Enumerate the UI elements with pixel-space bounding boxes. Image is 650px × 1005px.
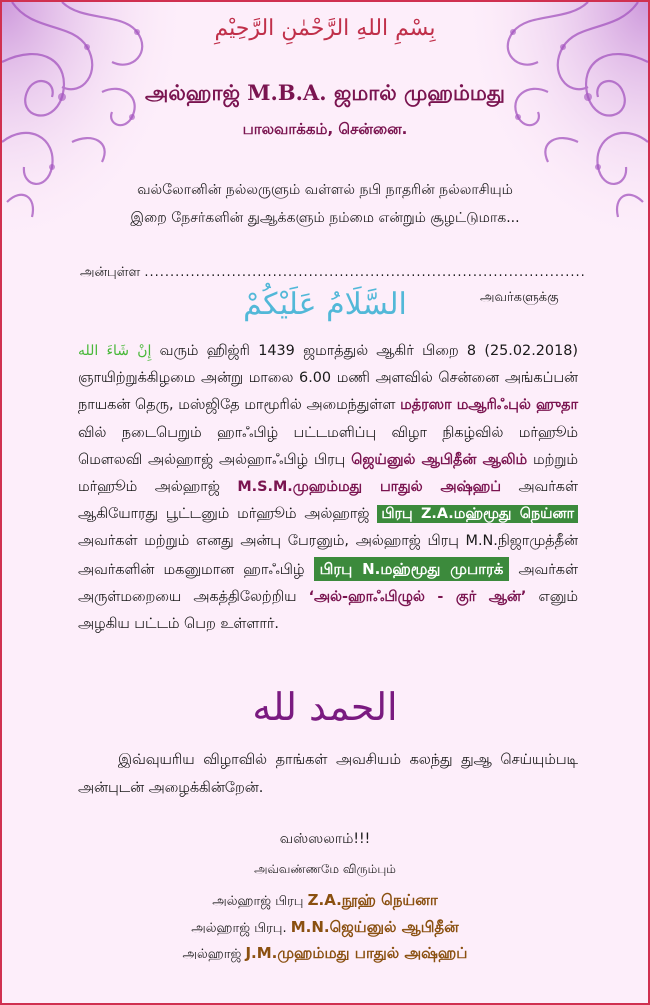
body-text-4: அவர்கள் ஆகியோரது பூட்டனும் மர்ஹூம் அல்ஹாஜ் [78, 479, 578, 523]
sender-2 [2, 918, 648, 938]
sender-intro: அவ்வண்ணமே விரும்பும் [254, 862, 396, 876]
ashraf-name: M.S.M.முஹம்மது பாதுல் அஷ்ஹப் [237, 479, 501, 496]
alim-name: ஜெய்னுல் ஆபிதீன் ஆலிம் [351, 451, 528, 468]
body-text-2: வில் நடைபெறும் ஹாஃபிழ் பட்டமளிப்பு விழா நிகழ்வில் மர்ஹூம் மௌலவி அல்ஹாஜ் அல்ஹாஃபிழ் பிரபு [78, 424, 578, 468]
inshaallah-calligraphy: إِنْ شَاءَ الله [78, 343, 152, 359]
invite-sentence: இவ்வுயரிய விழாவில் தாங்கள் அவசியம் கலந்து துஆ செய்யும்படி அன்புடன் அழைக்கின்றேன். [78, 752, 578, 796]
madrasa-name: மத்ரஸா மஆரிஃபுல் ஹுதா [400, 397, 579, 414]
sender-1-name: Z.A.நூஹ் நெய்னா [307, 891, 438, 909]
graduate-name-highlight: பிரபு N.மஹ்மூது முபாரக் [314, 557, 510, 581]
sender-2-prefix: அல்ஹாஜ் பிரபு. [191, 921, 291, 936]
sender-3-name: J.M.முஹம்மது பாதுல் அஷ்ஹப் [245, 944, 468, 962]
alhamdulillah-calligraphy: الحمد لله [252, 685, 398, 729]
salam-calligraphy: السَّلَامُ عَلَيْكُمْ [243, 287, 407, 322]
invitation-body [78, 338, 578, 638]
addressee-line [80, 265, 586, 281]
addressee-label: அன்புள்ள [80, 265, 141, 280]
body-text-1: வரும் ஹிஜ்ரி 1439 ஜமாத்துல் ஆகிர் பிறை 8 (25.02.2018) ஞாயிற்றுக்கிழமை அன்று மாலை 6.00 மணி அளவில் சென்னை அங்கப்பன் நாயகன் தெரு, மஸ்ஜிதே மாமூரில் அமைந்துள்ள [78, 343, 579, 414]
sender-2-name: M.N.ஜெய்னுல் ஆபிதீன் [290, 918, 459, 936]
body-text-3: மற்றும் மர்ஹூம் அல்ஹாஜ் [78, 451, 578, 496]
sender-3-prefix: அல்ஹாஜ் [182, 947, 246, 962]
sender-1 [2, 891, 648, 911]
bismillah-calligraphy: بِسْمِ اللهِ الرَّحْمٰنِ الرَّحِيْمِ [214, 16, 436, 41]
body-text-5: அவர்கள் மற்றும் எனது அன்பு பேரனும், அல்ஹாஜ் பிரபு M.N.நிஜாமுத்தீன் அவர்களின் மகனுமான ஹாஃபிழ் [78, 533, 578, 578]
invite-text [78, 746, 578, 802]
naina-name-highlight: பிரபு Z.A.மஹ்மூது நெய்னா [377, 505, 578, 523]
host-place: பாலவாக்கம், சென்னை. [242, 120, 408, 138]
host-name: அல்ஹாஜ் M.B.A. ஜமால் முஹம்மது [144, 80, 506, 105]
sender-1-prefix: அல்ஹாஜ் பிரபு [212, 894, 308, 909]
sender-3 [2, 944, 648, 964]
body-text-6: அவர்கள் அருள்மறையை அகத்திலேற்றிய [78, 561, 578, 605]
body-text-7: எனும் அழகிய பட்டம் பெற உள்ளார். [78, 588, 578, 633]
blessing-line-2: இறை நேசர்களின் துஆக்களும் நம்மை என்றும் சூழட்டுமாக... [130, 210, 520, 226]
farewell: வஸ்ஸலாம்!!! [279, 831, 371, 847]
blessing-line-1: வல்லோனின் நல்லருளும் வள்ளல் நபி நாதரின் நல்லாசியும் [137, 182, 513, 198]
blessing-text [2, 176, 648, 232]
degree-title: ‘அல்-ஹாஃபிழுல் - குர் ஆன்’ [308, 588, 527, 605]
recipient-suffix: அவர்களுக்கு [480, 290, 559, 305]
addressee-blank: ...................................................................................... [144, 265, 586, 280]
